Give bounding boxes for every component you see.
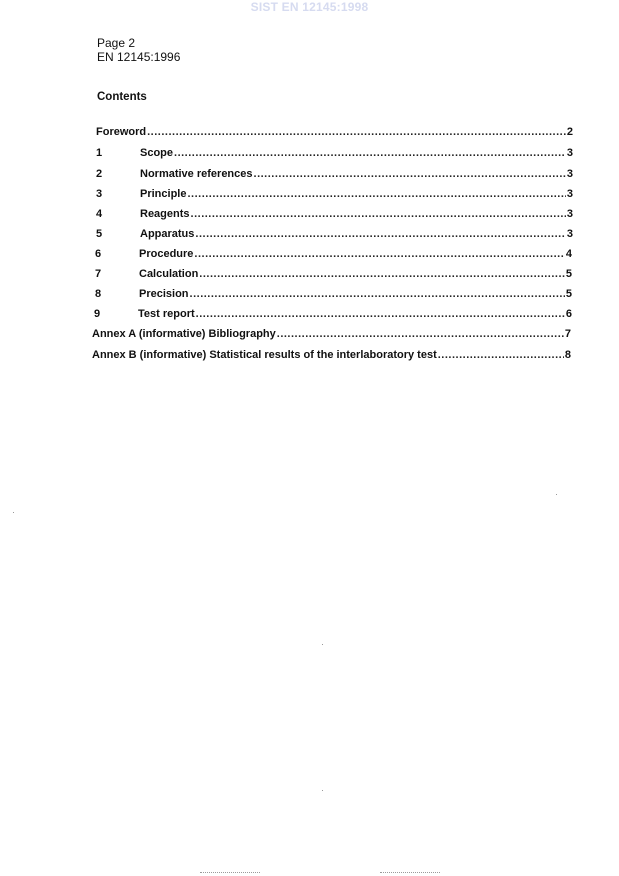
page-number: Page 2 — [97, 36, 136, 50]
toc-page: 3 — [566, 228, 573, 240]
toc-leader — [194, 248, 564, 260]
toc-title: Scope — [140, 147, 174, 159]
toc-entry-reagents[interactable] — [96, 206, 573, 220]
toc-number: 9 — [94, 308, 101, 320]
toc-leader — [147, 126, 566, 138]
scan-speck — [322, 790, 323, 791]
toc-leader — [187, 188, 565, 200]
toc-entry-calculation[interactable] — [95, 266, 572, 280]
toc-title: Normative references — [140, 168, 253, 180]
toc-leader — [199, 268, 565, 280]
toc-page: 8 — [564, 349, 571, 361]
toc-entry-principle[interactable] — [96, 186, 573, 200]
toc-number: 7 — [95, 268, 102, 280]
toc-title: Principle — [140, 188, 187, 200]
toc-entry-precision[interactable] — [95, 286, 572, 300]
toc-title: Foreword — [96, 126, 147, 138]
toc-page: 5 — [565, 268, 572, 280]
scan-artifact — [200, 872, 260, 874]
scan-speck — [13, 512, 14, 513]
toc-entry-scope[interactable] — [96, 145, 573, 159]
toc-title: Procedure — [139, 248, 194, 260]
toc-page: 3 — [566, 168, 573, 180]
toc-title: Apparatus — [140, 228, 195, 240]
toc-page: 4 — [565, 248, 572, 260]
toc-number: 4 — [96, 208, 103, 220]
toc-page: 5 — [565, 288, 572, 300]
standard-number: EN 12145:1996 — [97, 50, 181, 64]
toc-number: 1 — [96, 147, 103, 159]
toc-number: 2 — [96, 168, 103, 180]
toc-leader — [254, 168, 566, 180]
toc-entry-apparatus[interactable] — [96, 226, 573, 240]
toc-title: Reagents — [140, 208, 190, 220]
toc-entry-normative-references[interactable] — [96, 166, 573, 180]
toc-leader — [174, 147, 566, 159]
toc-number: 3 — [96, 188, 103, 200]
scan-speck — [322, 644, 323, 645]
toc-entry-test-report[interactable] — [94, 306, 572, 320]
toc-page: 2 — [566, 126, 573, 138]
toc-entry-procedure[interactable] — [95, 246, 572, 260]
toc-leader — [196, 308, 565, 320]
toc-page: 3 — [566, 188, 573, 200]
toc-number: 8 — [95, 288, 102, 300]
toc-title: Precision — [139, 288, 189, 300]
toc-page: 6 — [565, 308, 572, 320]
toc-title: Test report — [138, 308, 195, 320]
toc-page: 3 — [566, 208, 573, 220]
toc-leader — [438, 349, 564, 361]
toc-title: Annex A (informative) Bibliography — [92, 328, 276, 340]
toc-entry-annex-a[interactable] — [92, 326, 571, 340]
toc-page: 7 — [564, 328, 571, 340]
toc-number: 6 — [95, 248, 102, 260]
watermark: SIST EN 12145:1998 — [250, 0, 369, 14]
toc-leader — [277, 328, 564, 340]
scan-speck — [556, 494, 557, 495]
toc-entry-foreword[interactable] — [96, 124, 573, 138]
toc-page: 3 — [566, 147, 573, 159]
scan-artifact — [380, 872, 440, 874]
toc-leader — [195, 228, 565, 240]
toc-title: Annex B (informative) Statistical results of the interlaboratory test — [92, 349, 437, 361]
toc-number: 5 — [96, 228, 103, 240]
contents-heading: Contents — [97, 91, 147, 103]
toc-leader — [190, 288, 565, 300]
toc-leader — [191, 208, 566, 220]
toc-entry-annex-b[interactable] — [92, 347, 571, 361]
toc-title: Calculation — [139, 268, 199, 280]
